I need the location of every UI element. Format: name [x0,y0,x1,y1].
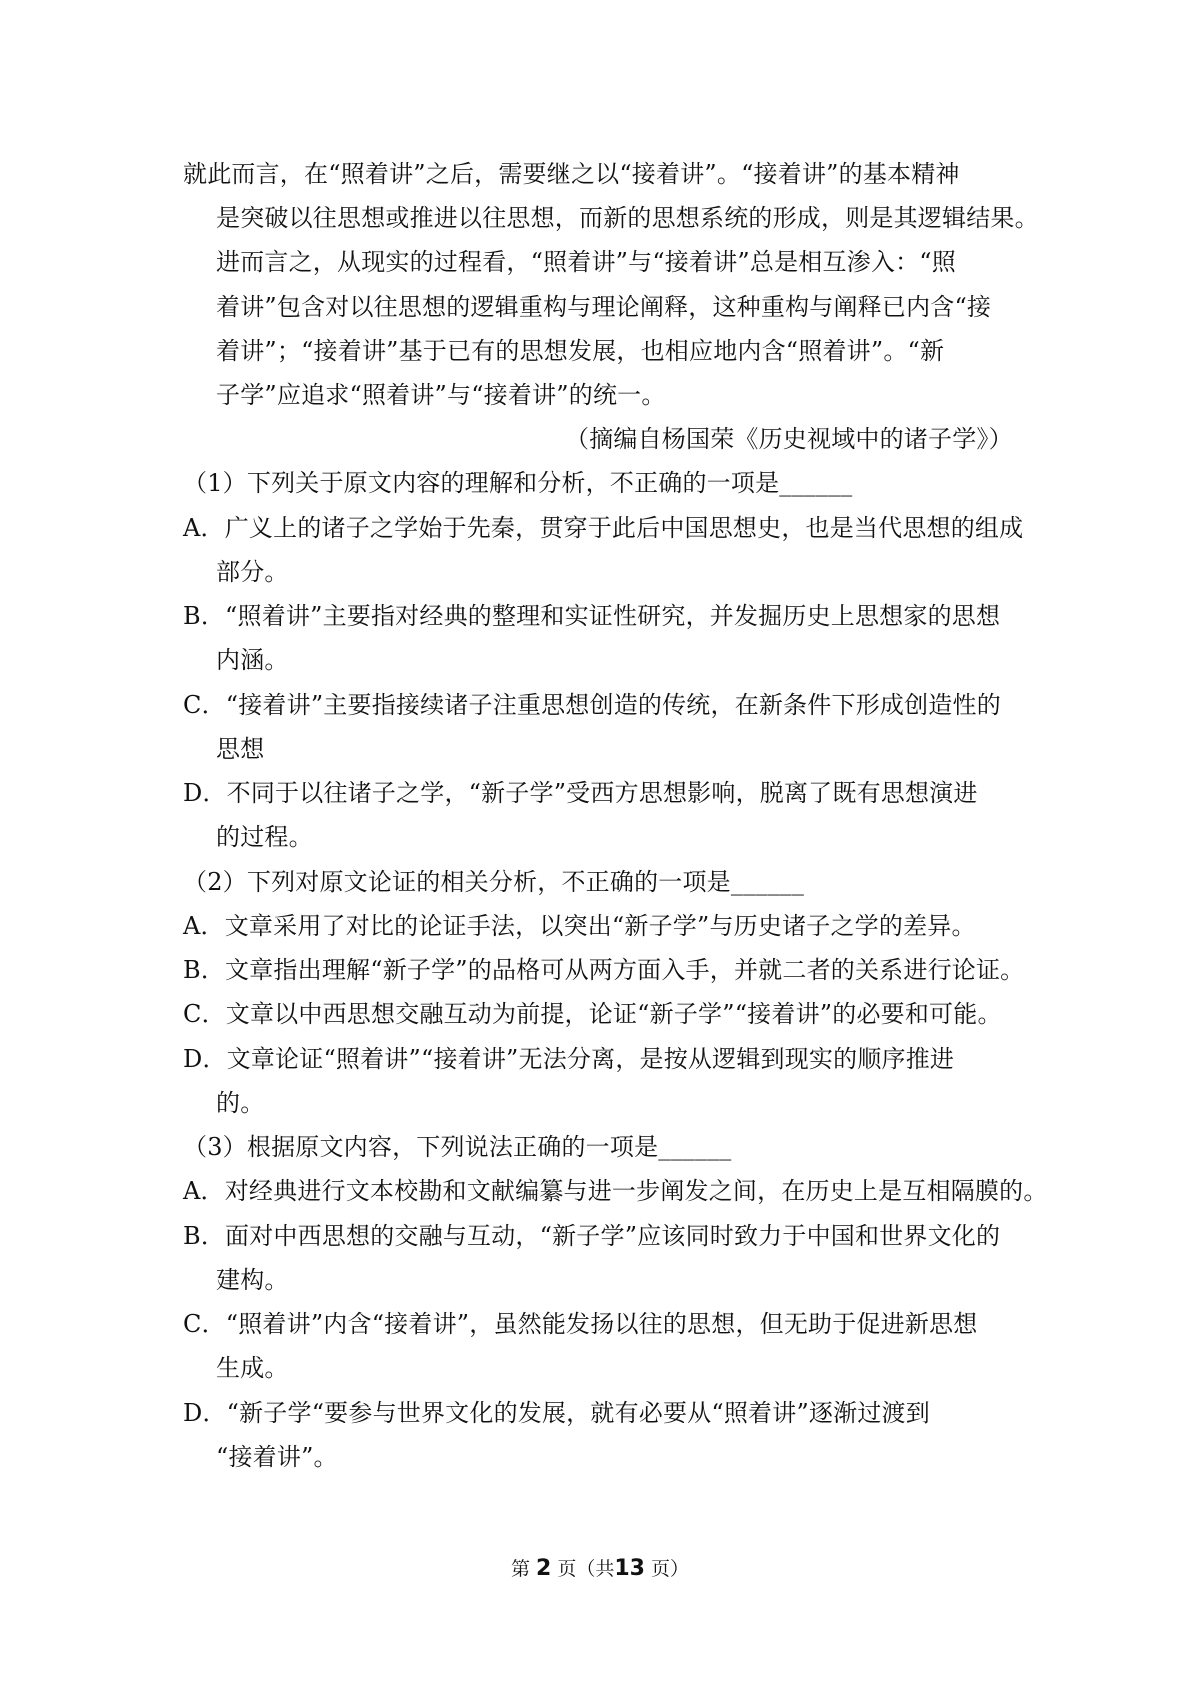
question-3-stem: （3）根据原文内容，下列说法正确的一项是______ [183,1133,732,1161]
q3-option-d-cont: “接着讲”。 [216,1443,338,1471]
q3-option-b: B．面对中西思想的交融与互动，“新子学”应该同时致力于中国和世界文化的 [183,1222,1001,1250]
q1-option-b-cont: 内涵。 [216,646,289,674]
footer-total-pages: 13 [614,1556,645,1581]
q1-option-c: C．“接着讲”主要指接续诸子注重思想创造的传统，在新条件下形成创造性的 [183,691,1001,719]
source-citation: （摘编自杨国荣《历史视域中的诸子学》） [565,425,1013,453]
q3-option-d: D．“新子学“要参与世界文化的发展，就有必要从“照着讲”逐渐过渡到 [183,1399,930,1427]
q2-option-c: C．文章以中西思想交融互动为前提，论证“新子学”“接着讲”的必要和可能。 [183,1000,1002,1028]
paragraph-line: 是突破以往思想或推进以往思想，而新的思想系统的形成，则是其逻辑结果。 [216,204,1039,232]
q2-option-d-cont: 的。 [216,1089,265,1117]
footer-prefix: 第 [510,1558,530,1580]
q1-option-a-cont: 部分。 [216,558,289,586]
q2-option-d: D．文章论证“照着讲”“接着讲”无法分离，是按从逻辑到现实的顺序推进 [183,1045,955,1073]
footer-middle: 页（共 [557,1558,615,1580]
paragraph-line: 子学”应追求“照着讲”与“接着讲”的统一。 [216,381,666,409]
q2-option-a: A．文章采用了对比的论证手法，以突出“新子学”与历史诸子之学的差异。 [183,912,976,940]
q2-option-b: B．文章指出理解“新子学”的品格可从两方面入手，并就二者的关系进行论证。 [183,956,1025,984]
q3-option-a: A．对经典进行文本校勘和文献编纂与进一步阐发之间，在历史上是互相隔膜的。 [183,1177,1048,1205]
paragraph-line: 就此而言，在“照着讲”之后，需要继之以“接着讲”。“接着讲”的基本精神 [183,160,960,188]
q3-option-c-cont: 生成。 [216,1354,289,1382]
question-2-stem: （2）下列对原文论证的相关分析，不正确的一项是______ [183,868,805,896]
question-1-stem: （1）下列关于原文内容的理解和分析，不正确的一项是______ [183,469,853,497]
footer-page-number: 2 [536,1556,552,1581]
q1-option-a: A．广义上的诸子之学始于先秦，贯穿于此后中国思想史，也是当代思想的组成 [183,514,1024,542]
q1-option-b: B．“照着讲”主要指对经典的整理和实证性研究，并发掘历史上思想家的思想 [183,602,1001,630]
page-footer [0,1556,1200,1582]
q3-option-c: C．“照着讲”内含“接着讲”，虽然能发扬以往的思想，但无助于促进新思想 [183,1310,978,1338]
q1-option-c-cont: 思想 [216,735,265,763]
paragraph-line: 进而言之，从现实的过程看，“照着讲”与“接着讲”总是相互渗入：“照 [216,248,956,276]
q1-option-d: D．不同于以往诸子之学，“新子学”受西方思想影响，脱离了既有思想演进 [183,779,978,807]
footer-suffix: 页） [651,1558,690,1580]
paragraph-line: 着讲”；“接着讲”基于已有的思想发展，也相应地内含“照着讲”。“新 [216,337,945,365]
q3-option-b-cont: 建构。 [216,1266,289,1294]
paragraph-line: 着讲”包含对以往思想的逻辑重构与理论阐释，这种重构与阐释已内含“接 [216,293,992,321]
q1-option-d-cont: 的过程。 [216,823,313,851]
